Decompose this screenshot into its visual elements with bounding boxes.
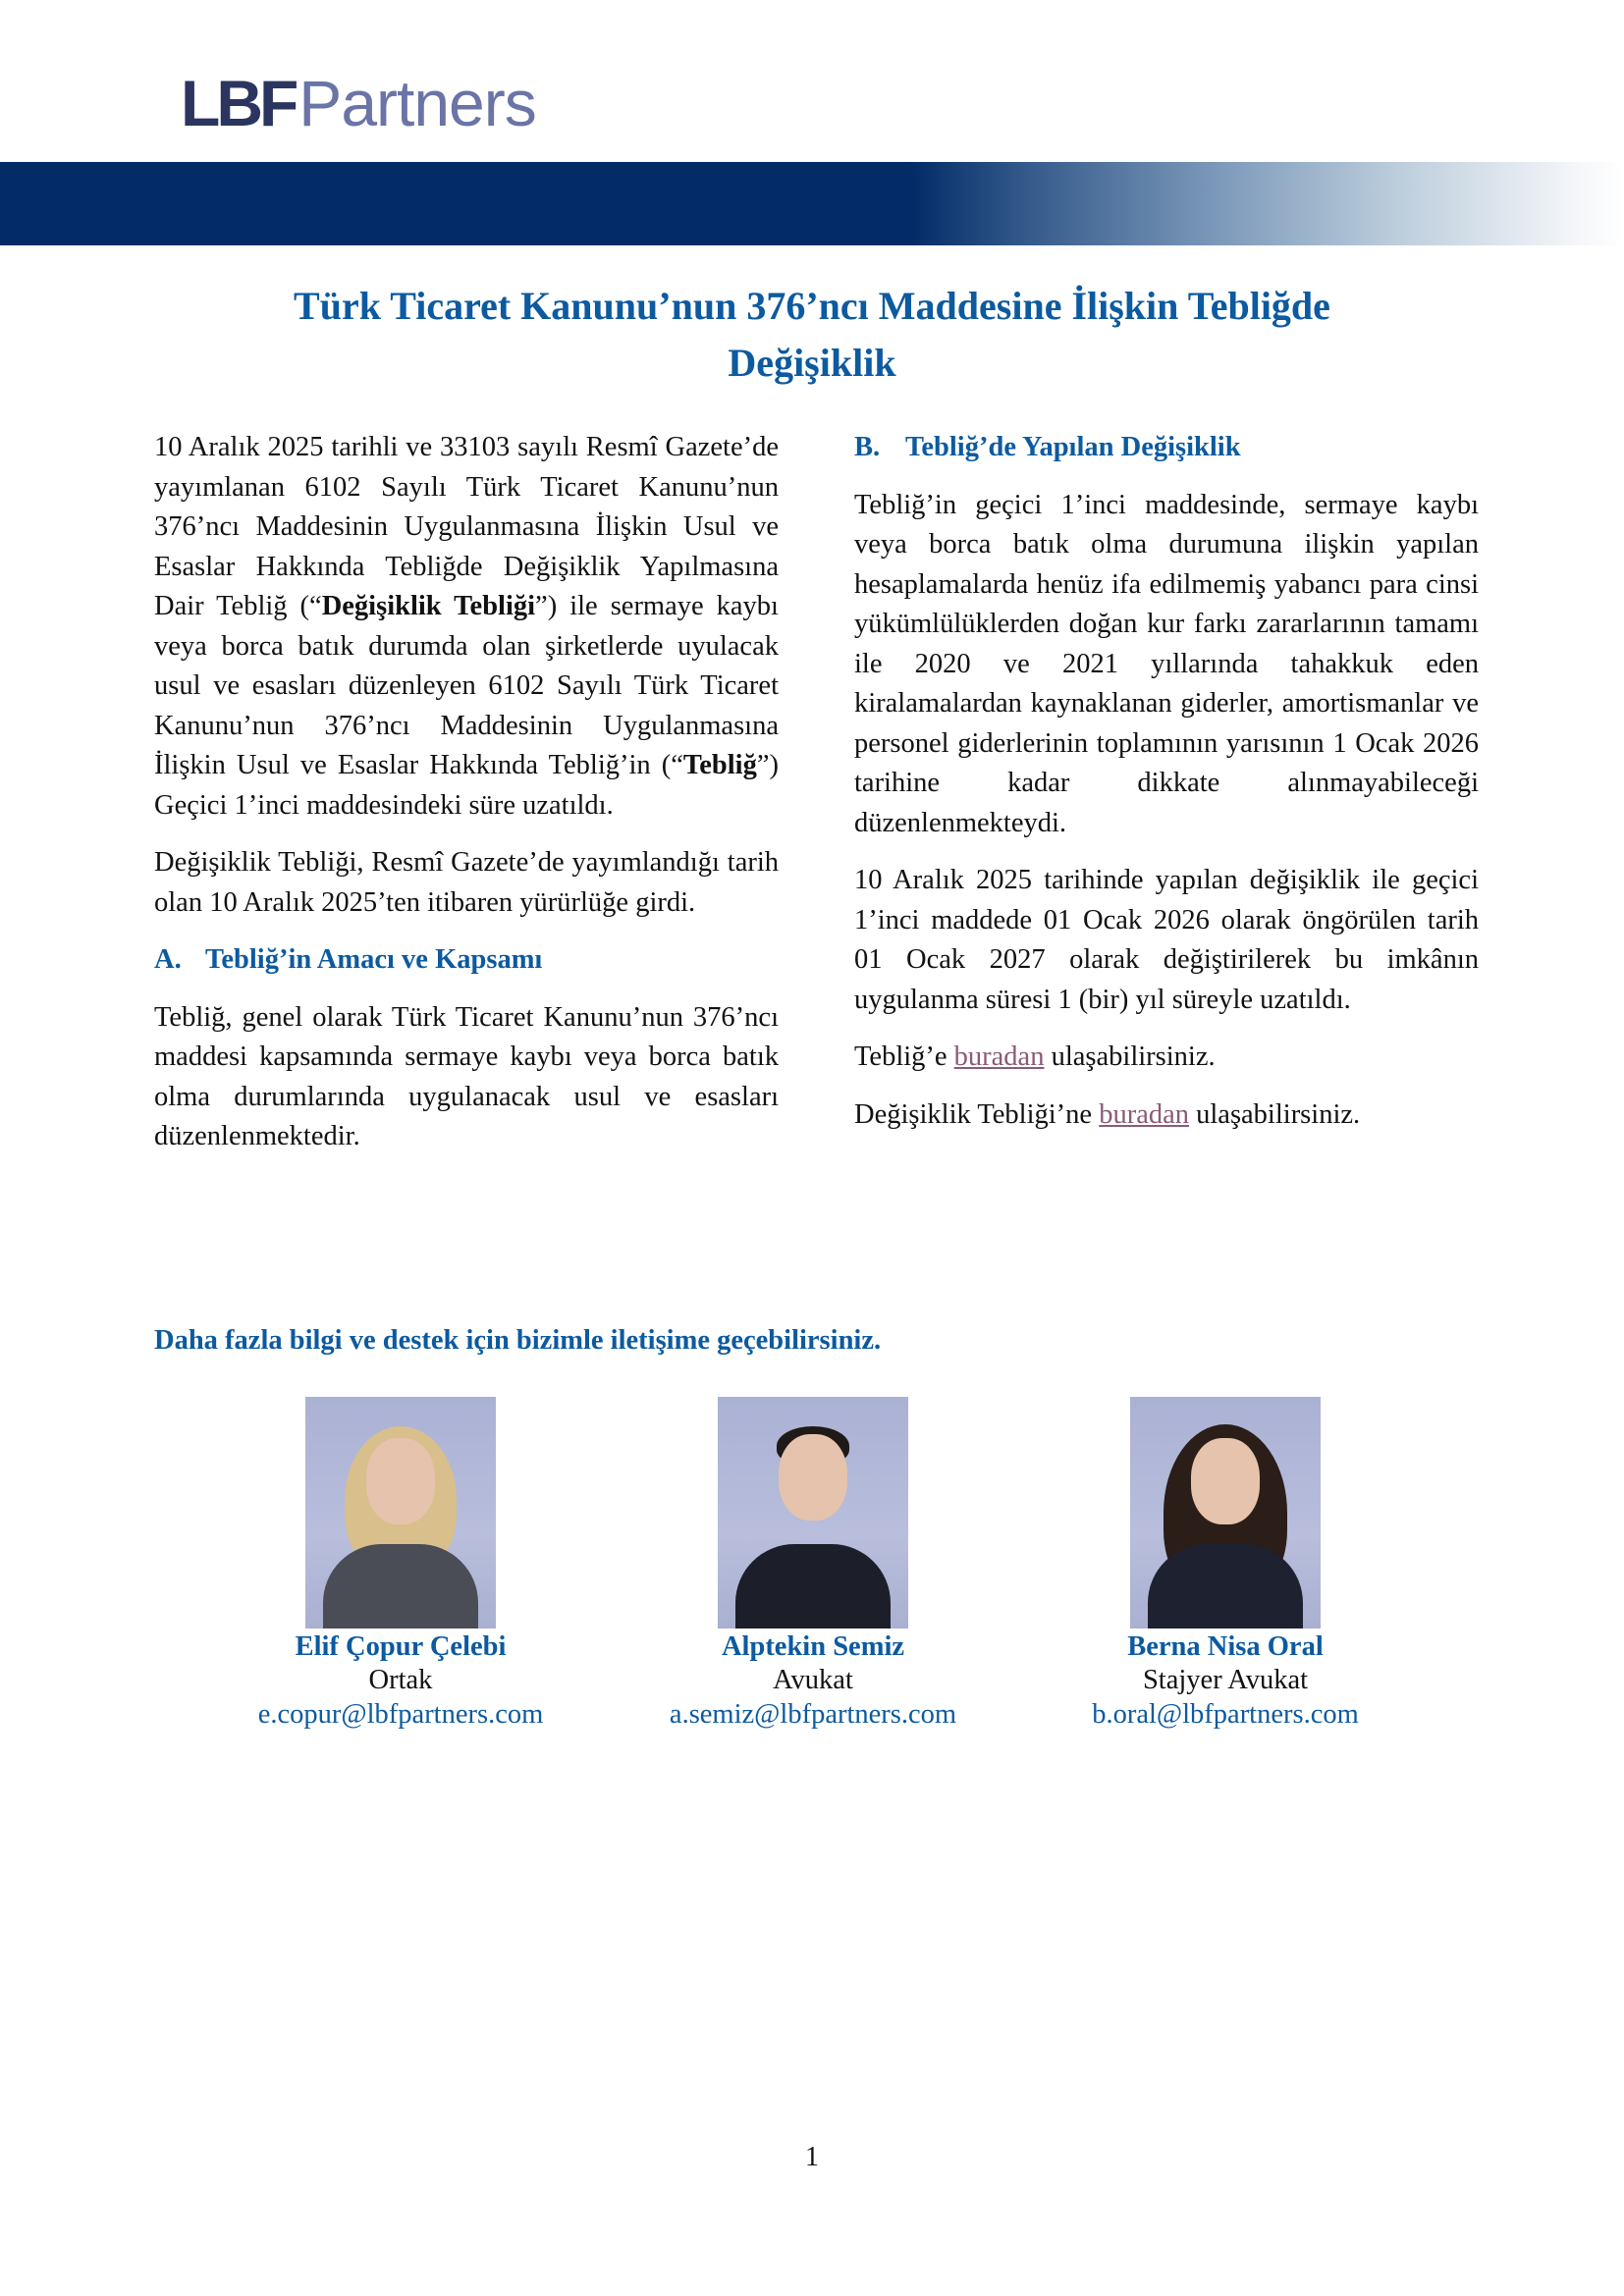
section-a-label: A. <box>154 944 182 975</box>
title-line-2: Değişiklik <box>728 341 896 385</box>
logo-partners: Partners <box>298 67 536 139</box>
degisiklik-teblig-link[interactable]: buradan <box>1099 1098 1189 1130</box>
section-b-heading <box>854 428 1479 468</box>
contact-cta: Daha fazla bilgi ve destek için bizimle iletişime geçebilirsiniz. <box>154 1325 882 1356</box>
contact-card <box>214 1397 587 1733</box>
intro-bold-degisiklik-tebligi: Değişiklik Tebliği <box>321 591 536 621</box>
intro-text-3: ”) Geçici 1’inci maddesindeki süre uzatıldı. <box>154 750 779 821</box>
intro-bold-teblig: Tebliğ <box>682 750 757 780</box>
link1-prefix: Tebliğ’e <box>854 1041 954 1072</box>
contact-role: Ortak <box>368 1665 433 1695</box>
contact-photo <box>305 1397 496 1629</box>
section-b-body-1: Tebliğ’in geçici 1’inci maddesinde, sermaye kaybı veya borca batık olma durumuna ilişkin yapılan hesaplamalarda henüz ifa edilmemiş yabancı para cinsi yükümlülüklerden doğan kur farkı zararlarının tamamı ile 2020 ve 2021 yıllarında tahakkuk eden kiralamalardan kaynaklanan giderler, amortismanlar ve personel giderlerinin toplamının yarısının 1 Ocak 2026 tarihine kadar dikkate alınmayabileceği düzenlenmekteydi. <box>854 489 1479 838</box>
contact-name: Alptekin Semiz <box>721 1631 905 1662</box>
link2-prefix: Değişiklik Tebliği’ne <box>854 1098 1100 1130</box>
document-title <box>216 278 1408 392</box>
section-a-title: Tebliğ’in Amacı ve Kapsamı <box>205 944 543 975</box>
teblig-link[interactable]: buradan <box>953 1041 1045 1072</box>
intro-text-1: 10 Aralık 2025 tarihli ve 33103 sayılı Resmî Gazete’de yayımlanan 6102 Sayılı Türk Ticaret Kanunu’nun 376’ncı Maddesinin Uygulanmasına İlişkin Usul ve Esaslar Hakkında Tebliğde Değişiklik Yapılmasına Dair Tebliğ (“ <box>154 432 779 621</box>
contact-photo <box>1130 1397 1321 1629</box>
effective-paragraph: Değişiklik Tebliği, Resmî Gazete’de yayımlandığı tarih olan 10 Aralık 2025’ten itibaren yürürlüğe girdi. <box>154 847 779 918</box>
teblig-link-line <box>854 1038 1479 1078</box>
contact-card <box>626 1397 1000 1733</box>
contact-role: Stajyer Avukat <box>1142 1665 1309 1695</box>
contact-email[interactable]: b.oral@lbfpartners.com <box>1092 1699 1359 1730</box>
link2-suffix: ulaşabilirsiniz. <box>1189 1098 1361 1130</box>
section-a-body: Tebliğ, genel olarak Türk Ticaret Kanunu’nun 376’ncı maddesi kapsamında sermaye kaybı veya borca batık olma durumlarında uygulanacak usul ve esasları düzenlenmektedir. <box>154 1001 779 1151</box>
intro-text-2: ”) ile sermaye kaybı veya borca batık durumda olan şirketlerde uyulacak usul ve esasları düzenleyen 6102 Sayılı Türk Ticaret Kanunu’nun 376’ncı Maddesinin Uygulanmasına İlişkin Usul ve Esaslar Hakkında Tebliğ’in (“ <box>154 591 779 780</box>
header-gradient-band <box>0 162 1624 245</box>
contact-name: Elif Çopur Çelebi <box>295 1631 507 1662</box>
intro-paragraph <box>154 428 779 826</box>
section-a-heading <box>154 940 779 981</box>
lbf-partners-logo <box>181 67 536 139</box>
contact-photo <box>718 1397 908 1629</box>
degisiklik-teblig-link-line <box>854 1095 1479 1136</box>
contact-name: Berna Nisa Oral <box>1127 1631 1324 1662</box>
page-number: 1 <box>805 2142 819 2172</box>
link1-suffix: ulaşabilirsiniz. <box>1044 1041 1216 1072</box>
section-b-label: B. <box>854 432 881 462</box>
section-b-body-2: 10 Aralık 2025 tarihinde yapılan değişiklik ile geçici 1’inci maddede 01 Ocak 2026 olarak öngörülen tarih 01 Ocak 2027 olarak değiştirilerek bu imkânın uygulanma süresi 1 (bir) yıl süreyle uzatıldı. <box>854 865 1479 1015</box>
contact-role: Avukat <box>773 1665 853 1695</box>
title-line-1: Türk Ticaret Kanunu’nun 376’ncı Maddesine İlişkin Tebliğde <box>294 284 1330 328</box>
logo-lbf: LBF <box>181 67 296 139</box>
left-column <box>154 428 779 1175</box>
right-column <box>854 428 1479 1152</box>
contact-email[interactable]: e.copur@lbfpartners.com <box>257 1699 544 1730</box>
contact-email[interactable]: a.semiz@lbfpartners.com <box>669 1699 957 1730</box>
section-b-title: Tebliğ’de Yapılan Değişiklik <box>905 432 1241 462</box>
contact-card <box>1039 1397 1412 1733</box>
